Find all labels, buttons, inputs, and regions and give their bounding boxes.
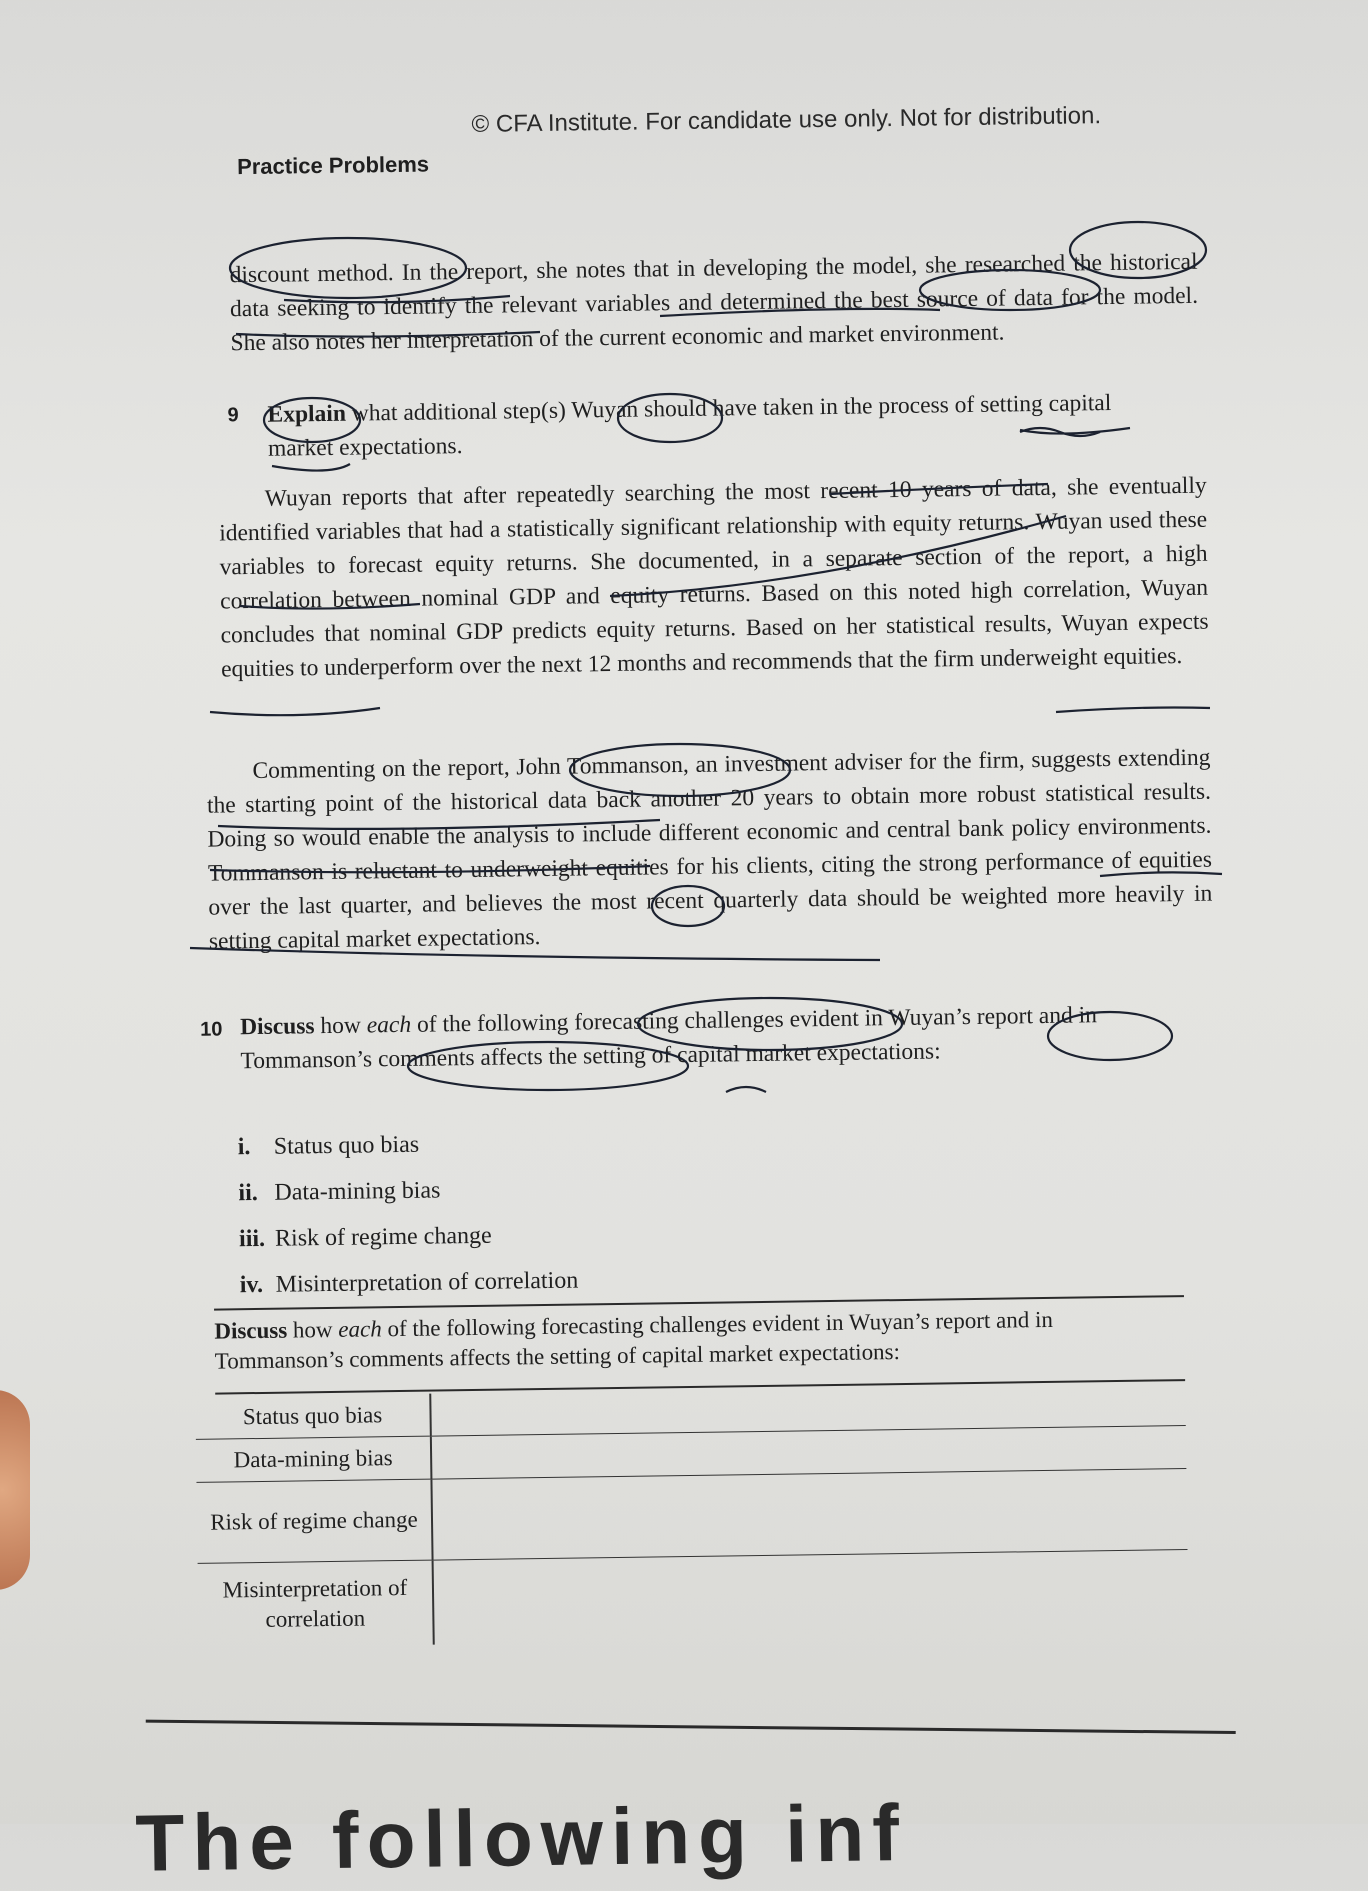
question-body: what additional step(s) Wuyan should have taken in the process of setting capital market expectations.	[267, 390, 1112, 462]
copyright-notice: © CFA Institute. For candidate use only. Not for distribution.	[471, 102, 1102, 138]
answer-cell[interactable]	[433, 1550, 1189, 1645]
question-number: 10	[199, 1018, 223, 1041]
row-label: Misinterpretation of correlation	[198, 1560, 434, 1648]
list-numeral: i.	[237, 1134, 251, 1161]
question-emphasis: each	[366, 1011, 412, 1039]
row-label: Data-mining bias	[196, 1436, 432, 1482]
cut-off-heading: The following inf	[134, 1788, 908, 1888]
answer-instr-text: of the following forecasting challenges evident in Wuyan’s report and in Tommanson’s comments affects the setting of capital market expectations:	[214, 1306, 1054, 1374]
list-numeral: ii.	[238, 1179, 258, 1207]
list-item	[239, 1212, 578, 1263]
answer-cell[interactable]	[431, 1469, 1187, 1561]
list-item-text: Misinterpretation of correlation	[275, 1267, 579, 1298]
question-9	[227, 385, 1148, 466]
question-10	[200, 997, 1201, 1079]
section-heading: Practice Problems	[236, 151, 430, 180]
table-row	[196, 1469, 1187, 1564]
question-text	[267, 385, 1148, 465]
question-body: how	[314, 1012, 367, 1040]
answer-emphasis: each	[338, 1316, 382, 1342]
answer-table	[195, 1383, 1188, 1648]
row-label: Risk of regime change	[196, 1479, 432, 1563]
list-numeral: iii.	[238, 1225, 266, 1253]
list-numeral: iv.	[239, 1271, 264, 1299]
question-body: of the following forecasting challenges evident in Wuyan’s report and in Tommanson’s comments affects the setting of capital market expectations:	[240, 1002, 1098, 1075]
answer-verb: Discuss	[214, 1317, 288, 1344]
list-item	[238, 1166, 577, 1217]
list-item-text: Status quo bias	[273, 1131, 420, 1160]
question-text	[240, 997, 1201, 1078]
question-verb: Explain	[267, 400, 347, 428]
list-item-text: Risk of regime change	[274, 1222, 492, 1252]
wuyan-paragraph: Wuyan reports that after repeatedly searching the most recent 10 years of data, she eventually identified variables that had a statistically significant relationship with equity returns. Wuyan used these variables to forecast equity returns. She documented, in a separate section of the report, a high correlation between nominal GDP and equity returns. Based on this noted high correlation, Wuyan concludes that nominal GDP predicts equity returns. Based on her statistical results, Wuyan expects equities to underperform over the next 12 months and recommends that the firm underweight equities.	[219, 472, 1209, 683]
answer-instr-text: how	[287, 1316, 339, 1343]
row-label: Status quo bias	[195, 1394, 431, 1440]
list-item	[237, 1120, 576, 1171]
bottom-rule	[146, 1720, 1236, 1734]
table-row	[198, 1550, 1189, 1648]
question-verb: Discuss	[239, 1013, 315, 1041]
tommanson-paragraph: Commenting on the report, John Tommanson, an investment adviser for the firm, suggests extending the starting point of the historical data back another 20 years to obtain more robust statistical results. Doing so would enable the analysis to include different economic and central bank policy environments. Tommanson is reluctant to underweight equities for his clients, citing the strong performance of equities over the last quarter, and believes the most recent quarterly data should be weighted more heavily in setting capital market expectations.	[206, 744, 1213, 955]
question-number: 9	[227, 404, 239, 427]
list-item	[239, 1258, 578, 1309]
list-item-text: Data-mining bias	[274, 1177, 441, 1206]
answer-instructions	[214, 1303, 1165, 1376]
intro-paragraph: discount method. In the report, she notes that in developing the model, she researched the historical data seeking to identify the relevant variables and determined the best source of data for the model. She also notes her interpretation of the current economic and market environment.	[229, 248, 1199, 357]
challenge-list	[237, 1120, 578, 1309]
